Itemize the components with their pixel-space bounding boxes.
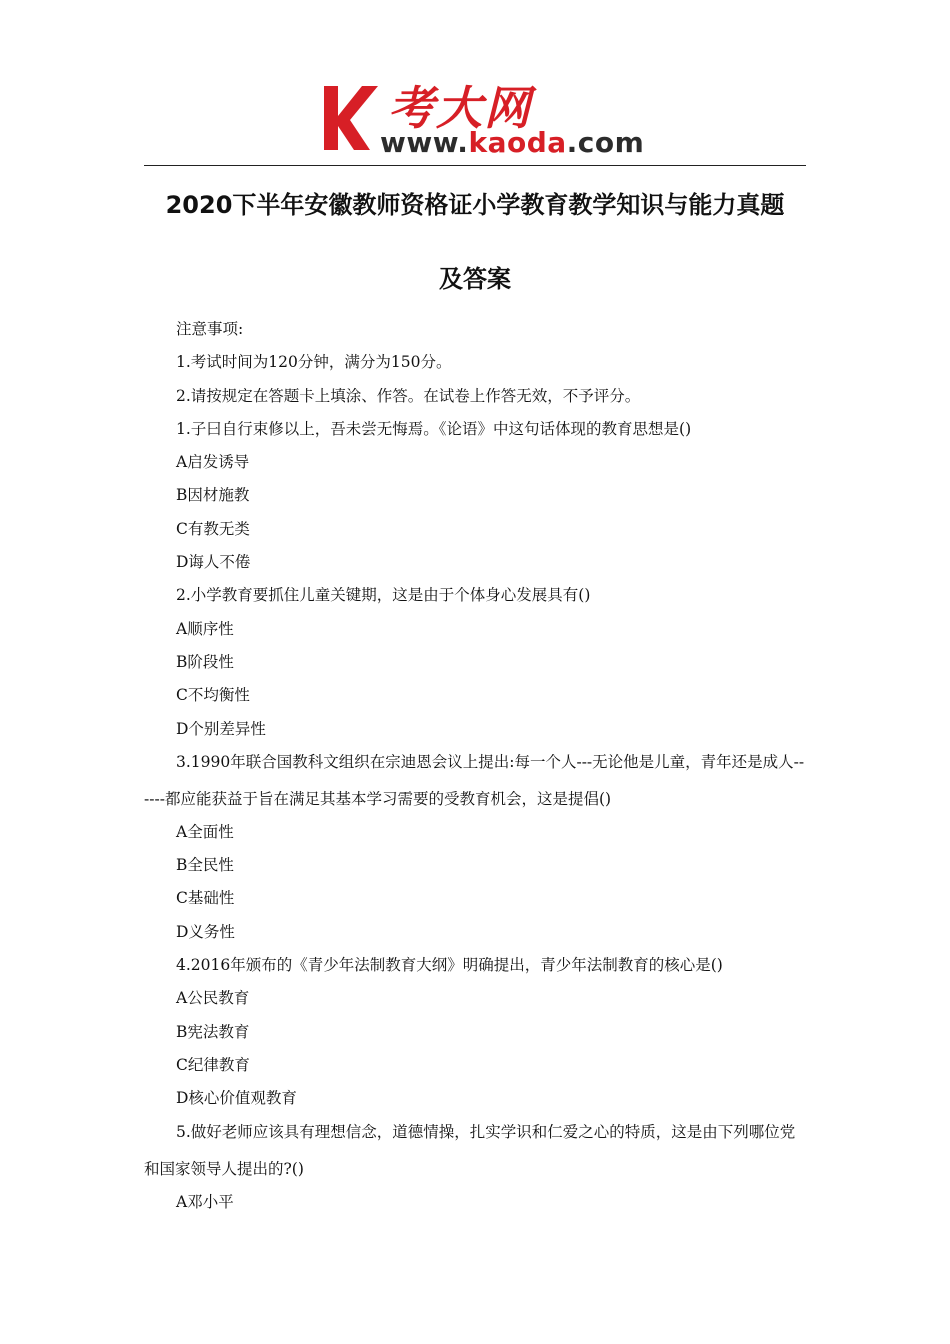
question-option: C有教无类 — [176, 519, 250, 538]
question-option: D个别差异性 — [176, 719, 266, 738]
k-logo-icon — [318, 82, 380, 154]
document-body — [144, 313, 808, 1219]
question-option: B宪法教育 — [176, 1022, 250, 1041]
question-stem: 5.做好老师应该具有理想信念，道德情操，扎实学识和仁爱之心的特质，这是由下列哪位党和国家领导人提出的?() — [144, 1122, 796, 1178]
question-option: D义务性 — [176, 922, 235, 941]
question-option: D核心价值观教育 — [176, 1089, 297, 1108]
logo-url-suffix: .com — [566, 126, 645, 159]
question-option: A顺序性 — [176, 619, 234, 638]
question-option: C基础性 — [176, 889, 235, 908]
note-item: 1.考试时间为120分钟，满分为150分。 — [176, 353, 452, 372]
question-stem: 2.小学教育要抓住儿童关键期，这是由于个体身心发展具有() — [176, 586, 591, 605]
question-stem: 4.2016年颁布的《青少年法制教育大纲》明确提出，青少年法制教育的核心是() — [176, 956, 723, 975]
question-option: D诲人不倦 — [176, 553, 251, 572]
question-option: C不均衡性 — [176, 686, 250, 705]
kaoda-logo — [318, 78, 648, 160]
question-option: B因材施教 — [176, 486, 250, 505]
question-option: A启发诱导 — [176, 453, 250, 472]
notes-heading: 注意事项: — [176, 320, 244, 338]
document-title-line2: 及答案 — [439, 265, 511, 293]
question-option: C纪律教育 — [176, 1055, 250, 1074]
logo-url-prefix: www. — [380, 126, 469, 159]
header-divider — [144, 165, 806, 166]
note-item: 2.请按规定在答题卡上填涂、作答。在试卷上作答无效，不予评分。 — [176, 386, 641, 405]
question-option: B阶段性 — [176, 652, 234, 671]
question-option: A邓小平 — [176, 1192, 234, 1211]
logo-url-domain: kaoda — [468, 126, 567, 159]
logo-url — [380, 126, 644, 159]
question-stem: 1.子曰自行束修以上，吾未尝无悔焉。《论语》中这句话体现的教育思想是() — [176, 419, 692, 438]
document-title-line1: 2020下半年安徽教师资格证小学教育教学知识与能力真题 — [165, 191, 785, 219]
logo-chinese-text: 考大网 — [388, 81, 532, 135]
question-option: A公民教育 — [176, 989, 250, 1008]
question-option: B全民性 — [176, 856, 234, 875]
question-option: A全面性 — [176, 822, 234, 841]
question-stem: 3.1990年联合国教科文组织在宗迪恩会议上提出:每一个人---无论他是儿童，青年还是成人------都应能获益于旨在满足其基本学习需要的受教育机会，这是提倡() — [144, 752, 805, 808]
